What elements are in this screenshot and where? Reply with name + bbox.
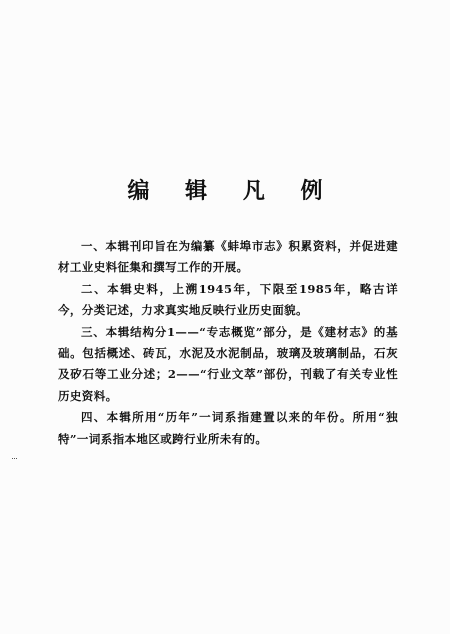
paragraph-3: 三、本辑结构分1——“专志概览”部分，是《建材志》的基础。包括概述、砖瓦，水泥及水泥制品，玻璃及玻璃制品，石灰及矽石等工业分述；2——“行业文萃”部份，刊载了有关专业性历史资料。: [58, 324, 398, 403]
paragraph-1: 一、本辑刊印旨在为编纂《蚌埠市志》积累资料，并促进建材工业史料征集和撰写工作的开展。: [58, 239, 398, 275]
page-title: 编 辑 凡 例: [127, 178, 337, 204]
scan-speck: [12, 458, 17, 462]
document-body: [58, 236, 398, 450]
paragraph-4: 四、本辑所用“历年”一词系指建置以来的年份。所用“独特”一词系指本地区或跨行业所未有的。: [58, 410, 398, 446]
paragraph-2: 二、本辑史料，上溯1945年，下限至1985年，略古详今，分类记述，力求真实地反映行业历史面貌。: [58, 281, 398, 318]
